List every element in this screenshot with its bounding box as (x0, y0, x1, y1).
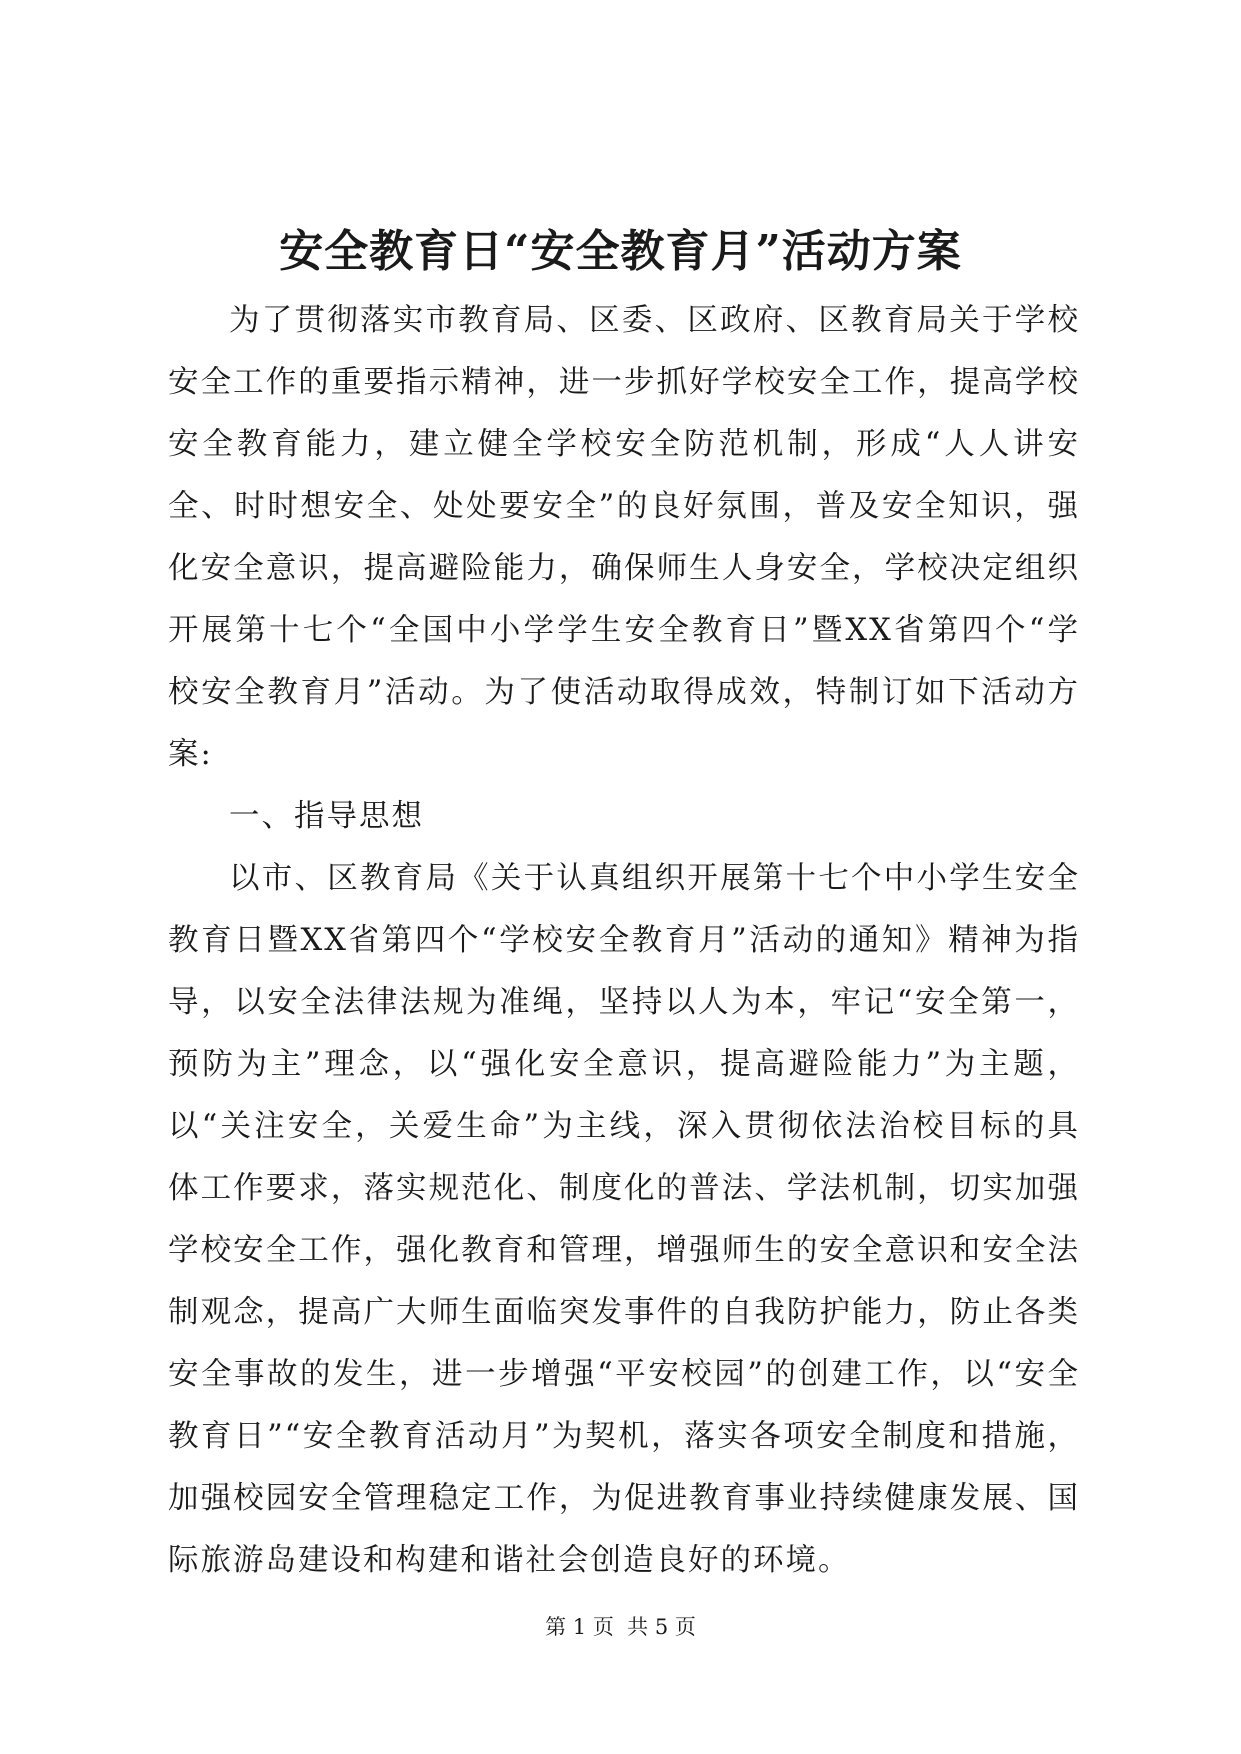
guiding-ideology-paragraph: 以市、区教育局《关于认真组织开展第十七个中小学生安全教育日暨XX省第四个“学校安全教育月”活动的通知》精神为指导，以安全法律法规为准绳，坚持以人为本，牢记“安全第一，预防为主”理念，以“强化安全意识，提高避险能力”为主题，以“关注安全，关爱生命”为主线，深入贯彻依法治校目标的具体工作要求，落实规范化、制度化的普法、学法机制，切实加强学校安全工作，强化教育和管理，增强师生的安全意识和安全法制观念，提高广大师生面临突发事件的自我防护能力，防止各类安全事故的发生，进一步增强“平安校园”的创建工作，以“安全教育日”“安全教育活动月”为契机，落实各项安全制度和措施，加强校园安全管理稳定工作，为促进教育事业持续健康发展、国际旅游岛建设和构建和谐社会创造良好的环境。 (168, 861, 1080, 1578)
section-heading-guiding-ideology: 一、指导思想 (229, 799, 424, 834)
document-body (168, 290, 1080, 1592)
page-footer (0, 1612, 1241, 1642)
page-number-label: 第 1 页 共 5 页 (545, 1615, 696, 1639)
intro-paragraph: 为了贯彻落实市教育局、区委、区政府、区教育局关于学校安全工作的重要指示精神，进一步抓好学校安全工作，提高学校安全教育能力，建立健全学校安全防范机制，形成“人人讲安全、时时想安全、处处要安全”的良好氛围，普及安全知识，强化安全意识，提高避险能力，确保师生人身安全，学校决定组织开展第十七个“全国中小学学生安全教育日”暨XX省第四个“学校安全教育月”活动。为了使活动取得成效，特制订如下活动方案: (168, 303, 1080, 772)
document-title: 安全教育日“安全教育月”活动方案 (279, 226, 962, 277)
